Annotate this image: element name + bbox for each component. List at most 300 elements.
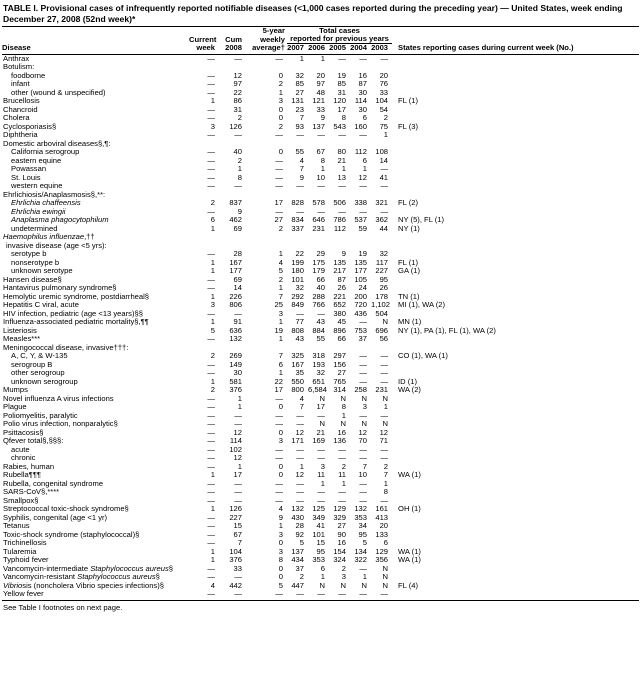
table-row [2,284,639,293]
cum-header-line1: Cum [225,35,242,44]
current-week-cell [189,242,219,251]
year-2003-cell: 26 [379,284,389,292]
five-year-avg-cell: 1 [278,318,283,326]
table-row [2,225,639,234]
year-2006-cell: 193 [312,360,325,369]
disease-name: Chancroid [3,105,38,114]
year-2005-cell: 16 [337,539,346,547]
five-year-avg-cell: 3 [278,547,283,556]
states-reporting-cell [392,531,639,540]
year-2005-cell: 8 [341,403,346,411]
table-row [2,199,639,208]
states-reporting-cell [392,335,639,344]
year-2004-cell: 70 [358,437,367,445]
table-row [2,242,639,251]
year-2004-cell: — [359,377,367,386]
table-row [2,233,639,242]
year-2007-cell: 199 [291,258,304,267]
disease-name: acute [11,445,30,454]
year-2004-cell: — [359,352,367,360]
year-2005-cell: 31 [337,88,346,97]
year-2006-cell: — [317,454,325,462]
cum-2008-cell: 97 [233,80,242,88]
cum-2008-cell: — [219,590,246,600]
year-2006-cell: 95 [316,547,325,556]
table-row [2,369,639,378]
year-2007-cell [287,191,308,200]
five-year-avg-cell: 0 [278,403,283,411]
current-week-cell: — [207,105,215,114]
cum-2008-cell: 1 [237,462,242,471]
table-row [2,114,639,123]
cum-2008-cell: 1 [237,403,242,411]
year-2006-cell: 318 [312,352,325,360]
disease-name: Tularemia [3,547,37,556]
cum-2008-cell: — [234,573,242,581]
cum-2008-cell: 33 [233,564,242,573]
year-2005-cell: 506 [333,199,346,207]
year-2007-cell: — [296,496,304,505]
year-2003-cell: 504 [375,309,389,318]
year-2004-cell: 258 [354,386,367,394]
year-2006-cell: 21 [316,428,325,437]
disease-name: Streptococcal toxic-shock syndrome§ [3,505,129,513]
five-year-avg-cell: 19 [274,326,283,335]
year-2005-cell: 87 [337,275,346,284]
year-2005-cell: 765 [333,377,346,386]
five-year-avg-cell: — [275,54,283,63]
cum-2008-cell: — [234,411,242,420]
year-2006-cell [308,140,329,149]
year-2007-cell: 430 [291,513,304,522]
year-2007-cell: — [296,479,304,488]
table-row [2,54,639,63]
year-2003-cell [371,191,392,200]
states-reporting-cell [392,539,639,548]
year-2005-cell: — [338,488,346,496]
current-week-cell: — [207,420,215,428]
current-week-cell: — [207,403,215,411]
year-2003-cell [371,63,392,72]
five-year-avg-cell: 17 [274,386,283,394]
disease-name: Yellow fever [2,590,189,600]
year-2006-cell: 1 [320,54,325,63]
five-year-avg-cell: 22 [274,377,283,386]
table-row [2,488,639,497]
states-header: States reporting cases during current week (No.) [392,44,639,55]
year-2004-cell: — [359,207,367,216]
cum-2008-cell: 149 [229,360,242,369]
table-row [2,250,639,259]
current-week-cell [189,63,219,72]
table-row [2,318,639,327]
year-2003-cell: 227 [375,267,389,275]
current-header-line1: Current [189,35,217,44]
current-week-cell: — [207,80,215,88]
cum-2008-cell: 177 [229,267,242,275]
disease-header: Disease [2,44,189,55]
year-2006-cell: — [317,488,325,496]
year-2003-cell: 1 [383,403,389,411]
table-row [2,446,639,455]
five-year-avg-cell: 3 [278,309,283,318]
current-week-cell: 1 [210,377,215,386]
table-row [2,539,639,548]
table-row [2,165,639,174]
year-2005-cell: 297 [333,352,346,360]
year-2007-cell: — [296,488,304,496]
table-row [2,582,639,591]
year-header: 2004 [350,44,371,55]
year-2005-cell: 85 [337,80,346,88]
disease-name: Cyclosporiasis§ [3,122,57,131]
states-reporting-cell [392,522,639,531]
year-2006-cell: — [317,309,325,318]
year-2005-cell: 2 [341,564,346,573]
states-reporting-cell: FL (2) [398,199,419,207]
year-2003-cell: 178 [375,292,389,301]
year-2004-cell: 16 [358,71,367,80]
cum-2008-cell: 86 [233,97,242,105]
year-2003-cell: — [380,54,389,63]
disease-name: Qfever total§,§§§: [3,437,64,445]
year-2003-cell: — [371,590,392,600]
disease-name: serotype b [11,250,47,258]
year-2005-cell: — [338,207,346,216]
year-2005-cell: 1 [341,479,346,488]
states-reporting-cell [392,488,639,497]
states-reporting-cell [392,233,639,242]
current-week-cell: — [207,454,215,462]
year-2006-cell: 1 [320,165,325,173]
year-2007-cell: 23 [295,105,304,114]
year-2003-cell: 12 [379,428,389,437]
disease-name: Haemophilus influenzae,†† [3,233,95,241]
states-reporting-cell [392,242,639,251]
year-2003-cell: 8 [383,488,389,496]
year-2005-cell: 786 [333,216,346,224]
year-2006-cell [308,242,329,251]
year-2006-cell: 169 [312,437,325,445]
year-2007-cell: 828 [291,199,304,207]
table-row [2,259,639,268]
cum-2008-cell: — [234,54,242,63]
year-2003-cell: N [382,420,389,428]
table-row [2,344,639,353]
five-year-avg-cell: 2 [278,122,283,131]
year-2003-cell: — [380,165,389,173]
five-year-avg-cell: — [275,479,283,488]
current-week-cell [189,191,219,200]
year-2003-cell: 7 [383,471,389,479]
cum-2008-cell [219,242,246,251]
table-row [2,123,639,132]
disease-name: Anthrax [3,54,30,63]
year-2007-cell: — [296,131,304,139]
five-year-avg-cell: — [275,411,283,420]
year-2003-cell: 2 [383,462,389,471]
states-reporting-cell: TN (1) [398,292,420,301]
year-2003-cell: 44 [379,224,389,233]
cum-2008-cell: 69 [233,224,242,233]
states-reporting-cell [392,369,639,378]
year-2003-cell: 696 [375,326,389,335]
year-2003-cell [371,233,392,242]
cum-2008-cell: 9 [237,207,242,216]
year-2006-cell: 66 [316,275,325,284]
current-week-cell: — [207,114,215,122]
cum-2008-cell [219,233,246,242]
five-year-avg-cell [246,233,287,242]
current-week-cell: 1 [210,267,215,275]
five-year-avg-cell [246,63,287,72]
cum-2008-cell: 114 [229,437,242,445]
year-2004-cell: 112 [354,148,367,156]
year-2007-cell: 4 [299,156,304,165]
year-2005-cell [329,140,350,149]
year-2005-cell: 21 [337,156,346,165]
five-year-avg-cell [246,191,287,200]
year-header: 2007 [287,44,308,55]
cum-2008-cell: 28 [233,250,242,258]
current-week-cell: — [207,445,215,454]
year-2004-cell: — [359,360,367,369]
table-row [2,276,639,285]
disease-table [2,27,639,601]
states-reporting-cell: NY (5), FL (1) [398,216,445,224]
cum-2008-cell: 40 [233,148,242,156]
year-2006-cell: 10 [316,173,325,182]
states-reporting-cell [392,565,639,574]
year-2006-cell: 121 [312,97,325,105]
disease-name: Toxic-shock syndrome (staphylococcal)§ [3,530,140,539]
year-2006-cell: — [317,445,325,454]
year-2004-cell: 59 [358,224,367,233]
year-2005-cell: 652 [333,301,346,309]
year-2003-cell: N [382,318,389,326]
disease-name: Powassan [11,165,47,173]
current-week-cell: — [207,156,215,165]
current-header-line2: week [189,44,219,55]
year-2005-cell [329,63,350,72]
year-2004-cell: 19 [358,250,367,258]
year-2004-cell: 5 [362,539,367,547]
year-2007-cell: 32 [295,284,304,292]
year-2003-cell: 413 [375,513,389,522]
year-2007-cell: — [296,207,304,216]
year-2005-cell: 9 [341,250,346,258]
year-2003-cell: N [382,581,389,590]
five-year-avg-cell: — [275,173,283,182]
five-year-avg-cell: 17 [274,199,283,207]
disease-name: A, C, Y, & W-135 [11,352,68,360]
table-row [2,131,639,140]
disease-name: Hepatitis C viral, acute [3,301,79,309]
year-2003-cell: N [382,573,389,581]
year-2006-cell: 766 [312,301,325,309]
year-2006-cell: 231 [312,224,325,233]
current-week-cell: — [207,369,215,377]
year-2006-cell: 3 [320,462,325,471]
year-2004-cell: 6 [362,114,367,122]
states-reporting-cell [392,403,639,412]
current-week-cell: — [207,54,215,63]
year-2007-cell: 35 [295,369,304,377]
header-row-2 [2,35,639,44]
current-week-cell: 2 [210,386,215,394]
disease-name: Hansen disease§ [3,275,62,284]
year-2003-cell: 1 [383,131,389,139]
year-2006-cell: 1 [320,479,325,488]
current-week-cell: — [207,394,215,403]
year-2006-cell: — [308,590,329,600]
disease-name: invasive disease (age <5 yrs): [6,241,107,250]
year-2006-cell: 17 [316,403,325,411]
five-year-avg-cell: — [275,445,283,454]
states-reporting-cell [392,54,639,63]
states-reporting-cell: GA (1) [398,267,420,275]
cum-2008-cell [219,344,246,353]
year-2007-cell: 292 [291,292,304,301]
disease-name: eastern equine [11,156,62,165]
cum-2008-cell [219,140,246,149]
cum-2008-cell: 126 [229,505,242,513]
year-2004-cell: — [359,411,367,420]
disease-name: infant [11,80,30,88]
table-row [2,471,639,480]
current-week-cell: — [207,573,215,581]
year-2006-cell [308,63,329,72]
year-2004-cell: 160 [354,122,367,131]
year-2004-cell: — [359,131,367,139]
current-week-cell: 2 [210,352,215,360]
year-2007-cell: 37 [295,564,304,573]
year-2004-cell: 135 [354,258,367,267]
year-2005-cell: 16 [337,428,346,437]
table-row [2,412,639,421]
table-row [2,514,639,523]
cum-2008-cell: 12 [233,454,242,462]
five-year-avg-cell: 2 [278,80,283,88]
table-row [2,216,639,225]
cum-2008-cell: 104 [229,547,242,556]
year-2007-cell: — [296,420,304,428]
cum-2008-cell: 227 [229,513,242,522]
year-2003-cell: 1 [383,479,389,488]
year-2007-cell: 9 [299,173,304,182]
table-row [2,335,639,344]
table-row [2,386,639,395]
year-2004-cell: 7 [362,462,367,471]
current-week-cell: — [207,479,215,488]
current-week-cell: — [207,428,215,437]
table-row [2,420,639,429]
table-row [2,72,639,81]
year-2004-cell: N [361,394,367,403]
cum-2008-cell: 269 [229,352,242,360]
states-reporting-cell [392,463,639,472]
current-week-cell: — [207,496,215,505]
current-week-cell: — [207,207,215,216]
year-2004-cell: 338 [354,199,367,207]
five-year-avg-cell: 0 [278,428,283,437]
table-row [2,327,639,336]
year-2007-cell: — [296,309,304,318]
current-week-cell: 1 [210,258,215,267]
year-2004-cell: — [359,564,367,573]
year-2006-cell: 125 [312,505,325,513]
year-2007-cell: 27 [295,88,304,97]
disease-name: Ehrlichia ewingii [11,207,66,216]
year-2005-cell: 27 [337,369,346,377]
states-reporting-cell [392,497,639,506]
five-year-avg-cell: 0 [278,471,283,479]
year-2006-cell: 578 [312,199,325,207]
current-week-cell: 4 [210,581,215,590]
year-2003-cell: 2 [383,114,389,122]
cum-2008-cell: 91 [233,318,242,326]
disease-name: Rubella, congenital syndrome [3,479,104,488]
year-2005-cell: 217 [333,267,346,275]
year-2003-cell: 129 [375,547,389,556]
states-reporting-cell: FL (1) [398,97,419,105]
states-reporting-cell [392,148,639,157]
table-row [2,80,639,89]
year-2005-cell: 324 [333,556,346,564]
year-2003-cell: 356 [375,556,389,564]
year-2005-cell [329,191,350,200]
states-reporting-cell: FL (3) [398,122,419,131]
year-2004-cell [350,233,371,242]
five-year-avg-cell: — [275,454,283,462]
five-year-avg-cell: — [275,131,283,139]
year-2005-cell: — [338,496,346,505]
five-year-avg-cell [246,242,287,251]
states-reporting-cell [392,284,639,293]
current-week-cell: — [207,513,215,522]
year-2003-cell: — [380,369,389,377]
year-2004-cell: 177 [354,267,367,275]
year-2006-cell: N [319,394,325,403]
year-2004-cell: — [359,479,367,488]
five-year-avg-cell: — [246,590,287,600]
table-row [2,463,639,472]
year-2003-cell: 104 [375,97,389,105]
current-week-cell: — [207,462,215,471]
five-year-avg-cell: 0 [278,564,283,573]
states-reporting-cell [392,63,639,72]
states-reporting-cell [392,157,639,166]
five-year-avg-cell: 2 [278,275,283,284]
disease-name: Brucellosis [3,97,40,105]
cum-header-line2: 2008 [219,44,246,55]
year-2005-cell: — [338,454,346,462]
table-body [2,54,639,600]
five-year-avg-cell: 1 [278,284,283,292]
year-2005-cell: 112 [333,224,346,233]
current-week-cell: — [207,173,215,182]
table-row [2,590,639,600]
states-reporting-cell [392,276,639,285]
year-2007-cell: 550 [291,377,304,386]
year-2006-cell: 884 [312,326,325,335]
year-2003-cell: 161 [375,505,389,513]
year-2005-cell: 3 [341,573,346,581]
year-2007-cell: 434 [291,556,304,564]
disease-name: Influenza-associated pediatric mortality§,¶¶ [3,318,149,326]
disease-name: HIV infection, pediatric (age <13 years)§§ [3,309,143,318]
year-2007-cell: — [296,411,304,420]
